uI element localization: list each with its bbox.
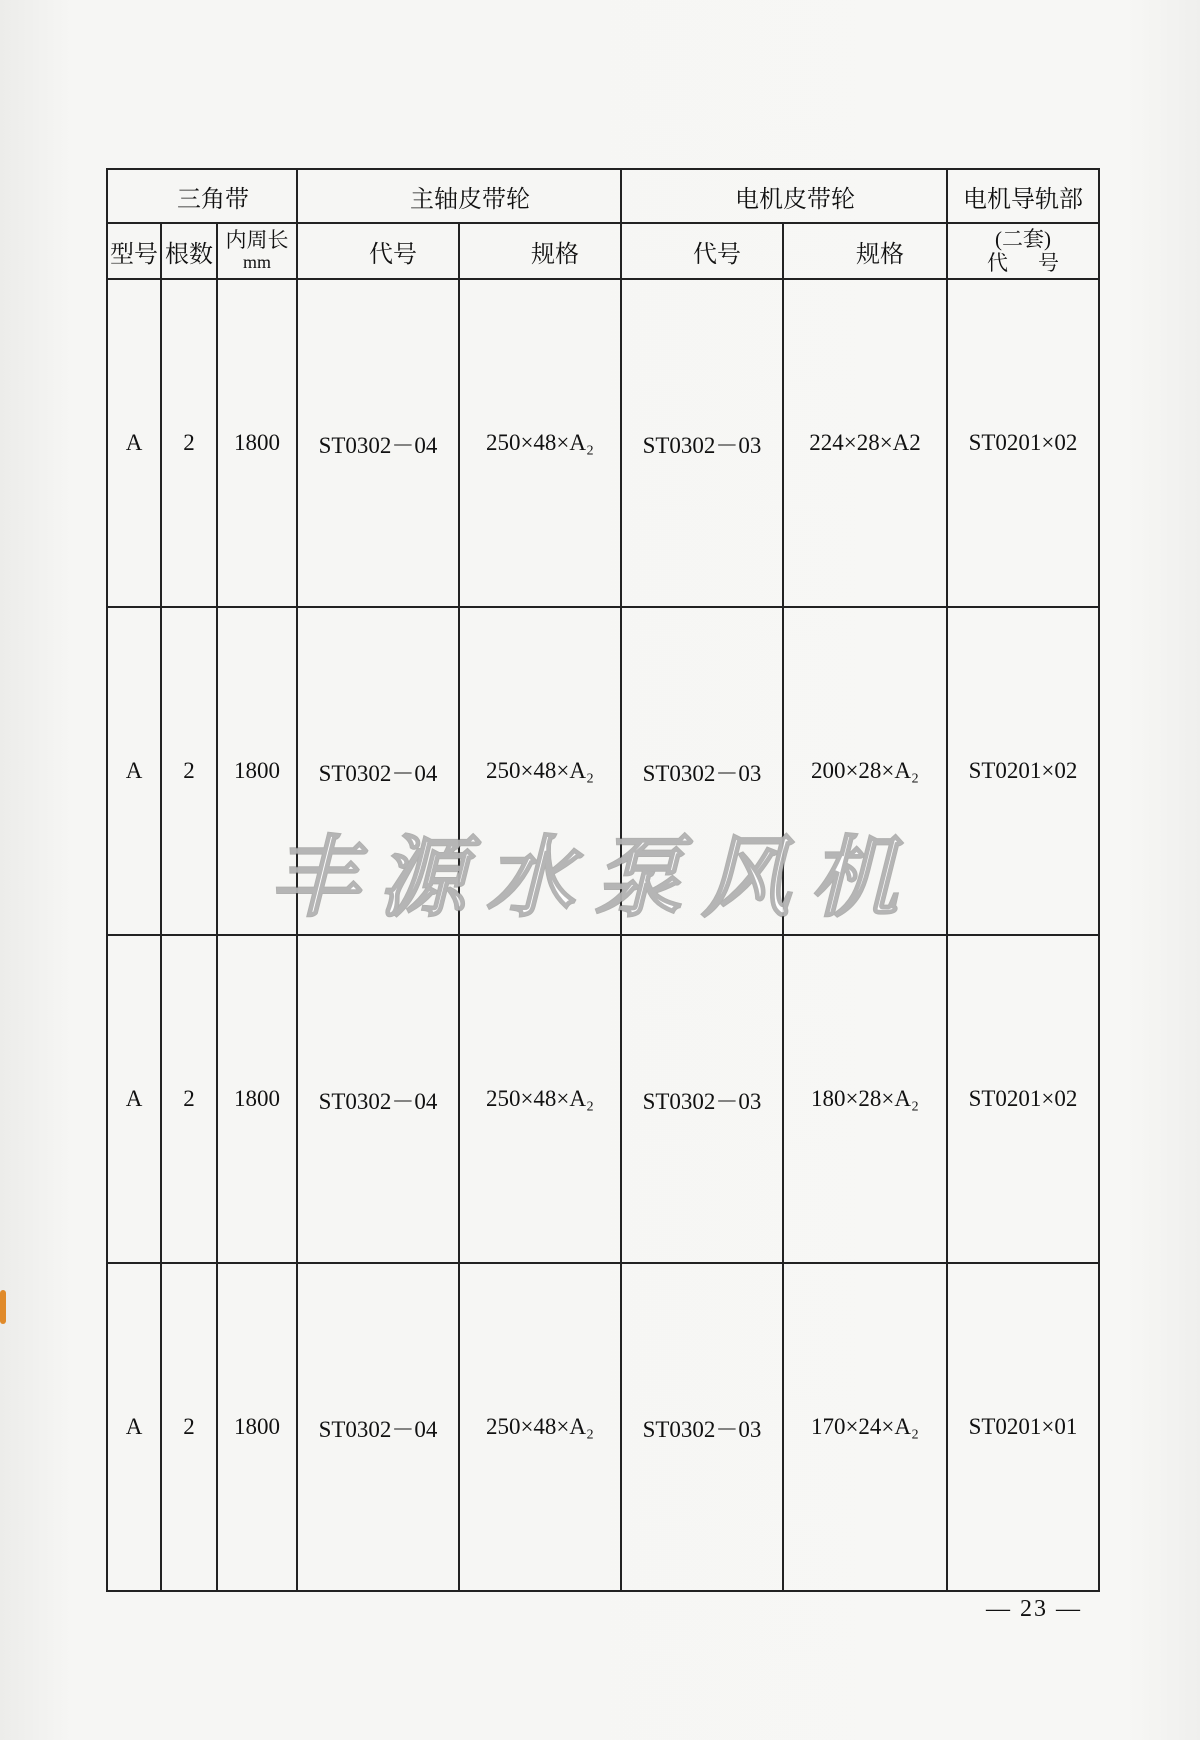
cell-model: A bbox=[107, 279, 161, 607]
cell-spindle-code: ST0302－04 bbox=[297, 935, 459, 1263]
sub-header-row bbox=[107, 223, 1099, 279]
header-inner-length-unit: mm bbox=[242, 252, 271, 272]
cell-motor-code: ST0302－03 bbox=[621, 279, 783, 607]
header-inner-length-label: 内周长 bbox=[225, 228, 289, 252]
cell-length: 1800 bbox=[217, 607, 297, 935]
cell-motor-spec: 200×28×A₂ bbox=[783, 607, 947, 935]
cell-length: 1800 bbox=[217, 1263, 297, 1591]
cell-spindle-spec: 250×48×A₂ bbox=[459, 279, 621, 607]
header-spindle-code: 代号 bbox=[297, 223, 459, 279]
table-row bbox=[107, 1263, 1099, 1591]
cell-spindle-code: ST0302－04 bbox=[297, 279, 459, 607]
header-rail-code: 代号 bbox=[987, 251, 1089, 275]
margin-mark bbox=[0, 1290, 6, 1324]
cell-rail-code: ST0201×01 bbox=[947, 1263, 1099, 1591]
cell-model: A bbox=[107, 607, 161, 935]
cell-spindle-spec: 250×48×A₂ bbox=[459, 1263, 621, 1591]
header-spindle-spec: 规格 bbox=[459, 223, 621, 279]
header-spindle-pulley: 主轴皮带轮 bbox=[297, 169, 621, 223]
cell-rail-code: ST0201×02 bbox=[947, 935, 1099, 1263]
header-motor-code: 代号 bbox=[621, 223, 783, 279]
table-row bbox=[107, 935, 1099, 1263]
cell-length: 1800 bbox=[217, 935, 297, 1263]
cell-rail-code: ST0201×02 bbox=[947, 607, 1099, 935]
cell-motor-code: ST0302－03 bbox=[621, 935, 783, 1263]
header-motor-pulley: 电机皮带轮 bbox=[621, 169, 947, 223]
header-motor-spec: 规格 bbox=[783, 223, 947, 279]
header-rail bbox=[947, 223, 1099, 279]
header-inner-length bbox=[217, 223, 297, 279]
cell-spindle-spec: 250×48×A₂ bbox=[459, 935, 621, 1263]
group-header-row bbox=[107, 169, 1099, 223]
cell-model: A bbox=[107, 935, 161, 1263]
cell-motor-spec: 224×28×A2 bbox=[783, 279, 947, 607]
cell-count: 2 bbox=[161, 607, 217, 935]
cell-motor-code: ST0302－03 bbox=[621, 1263, 783, 1591]
cell-motor-spec: 180×28×A₂ bbox=[783, 935, 947, 1263]
header-belt: 三角带 bbox=[107, 169, 297, 223]
cell-rail-code: ST0201×02 bbox=[947, 279, 1099, 607]
cell-count: 2 bbox=[161, 279, 217, 607]
table-row bbox=[107, 607, 1099, 935]
cell-count: 2 bbox=[161, 1263, 217, 1591]
watermark: 丰源水泵风机 bbox=[270, 826, 919, 929]
cell-motor-code: ST0302－03 bbox=[621, 607, 783, 935]
header-motor-rail: 电机导轨部 bbox=[947, 169, 1099, 223]
header-count: 根数 bbox=[161, 223, 217, 279]
header-model: 型号 bbox=[107, 223, 161, 279]
cell-spindle-spec: 250×48×A₂ bbox=[459, 607, 621, 935]
cell-motor-spec: 170×24×A₂ bbox=[783, 1263, 947, 1591]
cell-length: 1800 bbox=[217, 279, 297, 607]
cell-spindle-code: ST0302－04 bbox=[297, 607, 459, 935]
table-row bbox=[107, 279, 1099, 607]
cell-model: A bbox=[107, 1263, 161, 1591]
cell-spindle-code: ST0302－04 bbox=[297, 1263, 459, 1591]
cell-count: 2 bbox=[161, 935, 217, 1263]
page-number: — 23 — bbox=[986, 1596, 1082, 1622]
pulley-spec-table bbox=[106, 168, 1100, 1592]
header-rail-sets: (二套) bbox=[995, 227, 1051, 251]
